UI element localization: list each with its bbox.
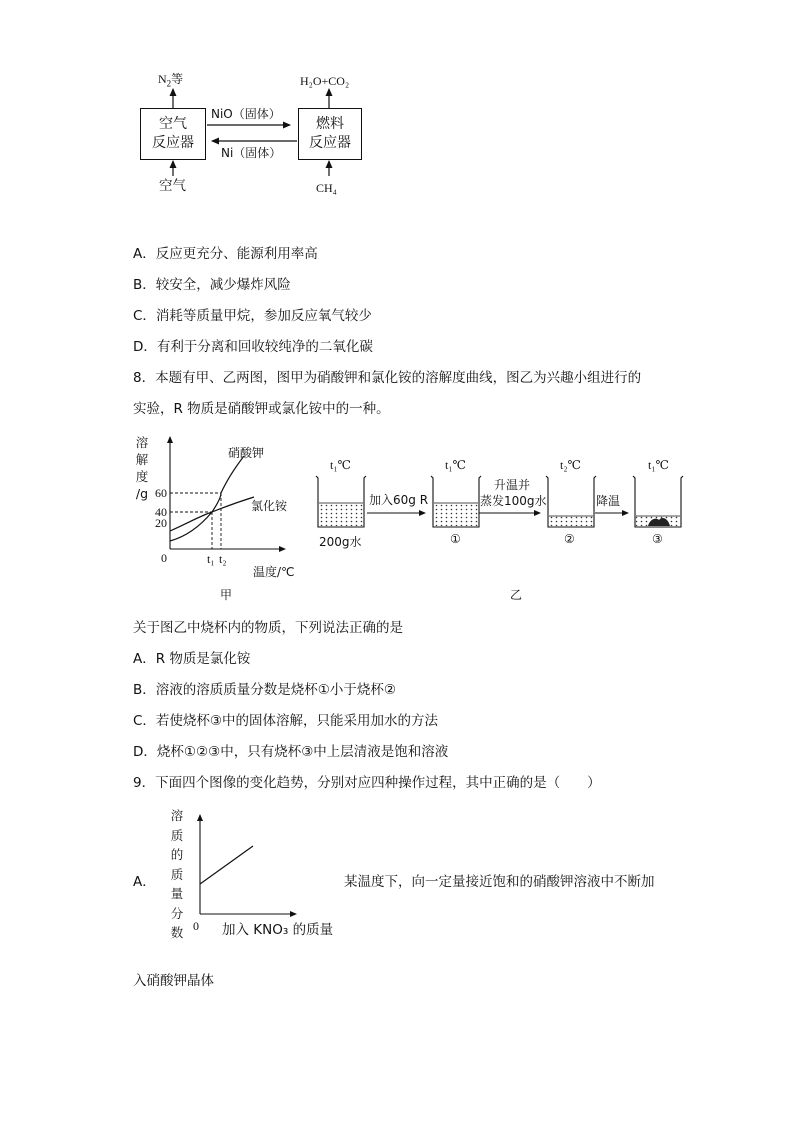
jia-ylabel-char: 度 <box>135 469 149 484</box>
jia-x-label: 温度/℃ <box>253 565 295 579</box>
temp-beaker-3: t₁℃ <box>648 458 669 472</box>
label-ni-solid: Ni（固体） <box>221 146 282 160</box>
jia-ytick-40: 40 <box>155 505 167 519</box>
jia-xtick-t1: t₁ <box>207 552 215 566</box>
temp-beaker-2: t₂℃ <box>560 458 581 472</box>
fuel-reactor-line2: 反应器 <box>309 135 351 151</box>
label-beaker-2: ② <box>564 532 575 546</box>
q8-stem-line1: 8．本题有甲、乙两图，图甲为硝酸钾和氯化铵的溶解度曲线，图乙为兴趣小组进行的 <box>133 370 642 386</box>
jia-ylabel-char: 解 <box>135 452 149 467</box>
label-step2-line1: 升温并 <box>494 478 531 492</box>
q8-option-b: B．溶液的溶质质量分数是烧杯①小于烧杯② <box>133 682 396 698</box>
temp-beaker-1: t₁℃ <box>445 458 466 472</box>
q9-ylabel-char: 分 <box>170 905 184 921</box>
q8-stem-line2: 实验，R 物质是硝酸钾或氯化铵中的一种。 <box>133 401 390 417</box>
q9-line <box>200 846 253 884</box>
q9-option-a-letter: A． <box>133 874 156 890</box>
q9-ylabel-char: 溶 <box>170 808 184 823</box>
q7-option-d: D．有利于分离和回收较纯净的二氧化碳 <box>133 339 373 355</box>
yi-caption: 乙 <box>510 588 523 602</box>
jia-ylabel-char: /g <box>135 486 149 501</box>
jia-xtick-t2: t₂ <box>219 552 227 566</box>
temp-beaker-0: t₁℃ <box>330 458 351 472</box>
q8-option-a: A．R 物质是氯化铵 <box>133 651 251 667</box>
q7-option-a: A．反应更充分、能源利用率高 <box>133 246 318 262</box>
label-air-input: 空气 <box>159 178 186 194</box>
air-reactor-line2: 反应器 <box>152 135 194 151</box>
label-beaker-3: ③ <box>652 532 663 546</box>
legend-kno3: 硝酸钾 <box>228 446 265 460</box>
q7-option-b: B．较安全，减少爆炸风险 <box>133 277 291 293</box>
label-200g-water: 200g水 <box>319 535 362 549</box>
label-step2-line2: 蒸发100g水 <box>480 494 547 508</box>
label-step3: 降温 <box>596 494 621 508</box>
q8-option-c: C．若使烧杯③中的固体溶解，只能采用加水的方法 <box>133 713 439 729</box>
air-reactor-line1: 空气 <box>159 116 187 132</box>
q9-ylabel-char: 量 <box>170 886 184 901</box>
q9-description-line2: 入硝酸钾晶体 <box>133 973 214 989</box>
q9-ylabel-char: 数 <box>170 925 184 940</box>
q9-x-label: 加入 KNO₃ 的质量 <box>222 922 334 938</box>
label-ch4: CH₄ <box>316 181 337 195</box>
q9-ylabel-char: 的 <box>170 847 184 862</box>
q7-option-c: C．消耗等质量甲烷，参加反应氧气较少 <box>133 308 372 324</box>
jia-caption: 甲 <box>220 588 233 602</box>
q8-question: 关于图乙中烧杯内的物质，下列说法正确的是 <box>133 620 403 636</box>
q9-stem: 9．下面四个图像的变化趋势，分别对应四种操作过程，其中正确的是（ ） <box>133 775 601 791</box>
legend-nh4cl: 氯化铵 <box>251 499 288 513</box>
label-beaker-1: ① <box>450 532 461 546</box>
label-nio-solid: NiO（固体） <box>211 107 281 121</box>
q8-option-d: D．烧杯①②③中，只有烧杯③中上层清液是饱和溶液 <box>133 744 449 760</box>
label-step1: 加入60g R <box>369 493 429 507</box>
jia-ytick-60: 60 <box>155 486 167 500</box>
q9-origin: 0 <box>193 919 199 933</box>
q9-description-line1: 某温度下，向一定量接近饱和的硝酸钾溶液中不断加 <box>344 874 655 890</box>
jia-origin: 0 <box>161 551 167 565</box>
jia-ytick-20: 20 <box>155 516 167 530</box>
label-n2: $N_2$等 <box>158 72 184 89</box>
q9-ylabel-char: 质 <box>170 827 184 843</box>
fuel-reactor-line1: 燃料 <box>316 116 344 132</box>
label-h2o-co2: H₂O+CO₂ <box>300 74 350 88</box>
q9-ylabel-char: 质 <box>170 866 184 882</box>
jia-ylabel-char: 溶 <box>135 435 149 450</box>
